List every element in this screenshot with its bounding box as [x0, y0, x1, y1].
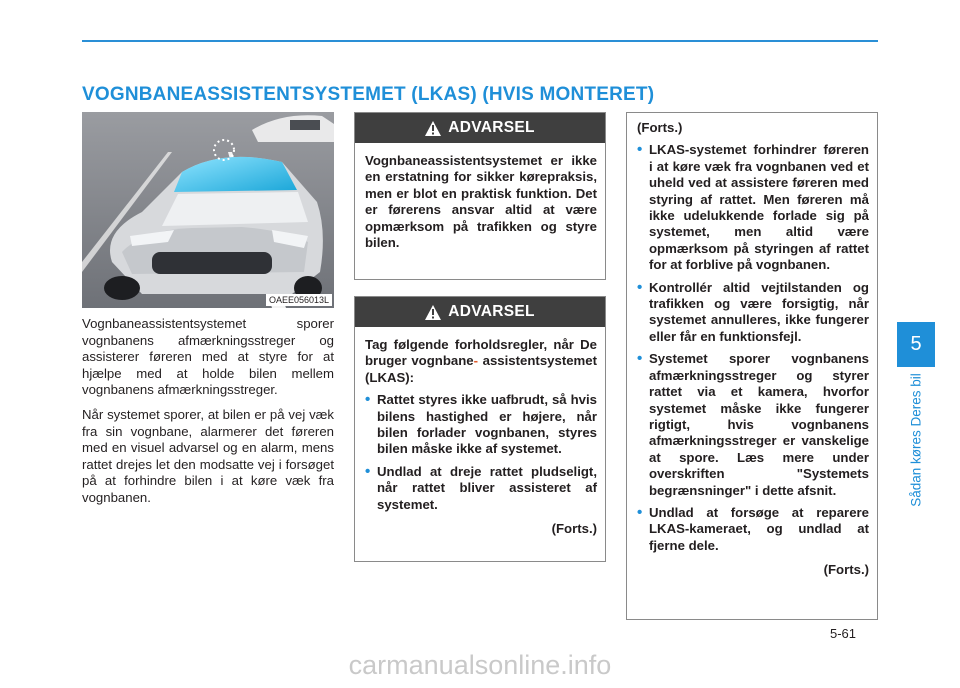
warning-bullet: • Rattet styres ikke uafbrudt, så hvis bilens hastighed er højere, når bilen forlader vognbanen, styres bilen måske ikke af systemet. [365, 392, 597, 458]
warning-triangle-icon [425, 121, 441, 136]
warning-intro-2 [365, 337, 597, 386]
warning-intro-part-b: assistentsystemet (LKAS): [365, 353, 597, 385]
car-illustration [82, 112, 334, 308]
warning-body-1 [355, 143, 605, 259]
warning-bullet-list-2 [365, 392, 597, 513]
image-code-label: OAEE056013L [266, 294, 332, 306]
warning-body-2 [355, 327, 605, 545]
continued-bullet: • LKAS-systemet forhindrer føreren i at køre væk fra vognbanen ved et uheld ved at assistere føreren med styring af rattet. Men føreren må ikke udelukkende forlade sig på systemet, men altid være opmærksom på styringen af rattet for at forblive på vognbanen. [637, 142, 869, 273]
chapter-title: Sådan køres Deres bil [908, 373, 924, 507]
chapter-number: 5 [910, 333, 922, 355]
section-title: VOGNBANEASSISTENTSYSTEMET (LKAS) (HVIS MONTERET) [82, 84, 655, 105]
watermark: carmanualsonline.info [348, 650, 612, 680]
continued-label: (Forts.) [551, 521, 597, 537]
warning-header-2 [355, 297, 605, 327]
warning-box-1 [354, 112, 606, 280]
warning-title-1: ADVARSEL [448, 119, 535, 136]
warning-triangle-icon [425, 305, 441, 320]
warning-box-2 [354, 296, 606, 562]
continued-bullet: • Systemet sporer vognbanens afmærkningsstreger og styrer rattet via et kamera, hvorfor systemet måske ikke fungerer rigtigt, hvis vognbanens afmærkningsstreger er vanskelige at spore. Læs mere under overskriften "Systemets begrænsninger" i dette afsnit. [637, 351, 869, 499]
chapter-tab [897, 322, 935, 367]
warning-text-1: Vognbaneassistentsystemet er ikke en erstatning for sikker kørepraksis, men er blot en praktisk funktion. Det er førerens ansvar altid at være opmærksom på trafikken og styre bilen. [365, 153, 597, 251]
body-text [82, 316, 334, 515]
warning-intro-hyphen: - [473, 353, 479, 369]
continued-bullet: • Undlad at forsøge at reparere LKAS-kameraet, og undlad at fjerne dele. [637, 505, 869, 554]
body-paragraph-2: Når systemet sporer, at bilen er på vej væk fra sin vognbane, alarmerer det føreren med en visuel advarsel og en alarm, mens rattet drejes let den modsatte vej i forsøget på at forhindre bilen i at køre væk fra vognbanen. [82, 406, 334, 505]
continued-bullet-list [637, 142, 869, 554]
body-paragraph-1: Vognbaneassistentsystemet sporer vognbanens afmærkningsstreger og assisterer føreren med at styre for at hjælpe med at holde bilen mellem vognbanens afmærkningsstreger. [82, 316, 334, 398]
warning-intro-part-a: Tag følgende forholdsregler, når De bruger vognbane [365, 337, 597, 369]
warning-bullet: • Undlad at dreje rattet pludseligt, når rattet bliver assisteret af systemet. [365, 464, 597, 513]
continued-bullet: • Kontrollér altid vejtilstanden og trafikken og være forsigtig, når systemet annulleres, ikke fungerer eller får en funktionsfejl. [637, 280, 869, 346]
continued-label: (Forts.) [823, 562, 869, 578]
top-rule [82, 40, 878, 42]
warning-title-2: ADVARSEL [448, 303, 535, 320]
car-lane-camera-image [82, 112, 334, 308]
page-number: 5-61 [830, 626, 857, 641]
continued-heading: (Forts.) [637, 120, 683, 135]
continued-warning-box [626, 112, 878, 620]
warning-header-1 [355, 113, 605, 143]
